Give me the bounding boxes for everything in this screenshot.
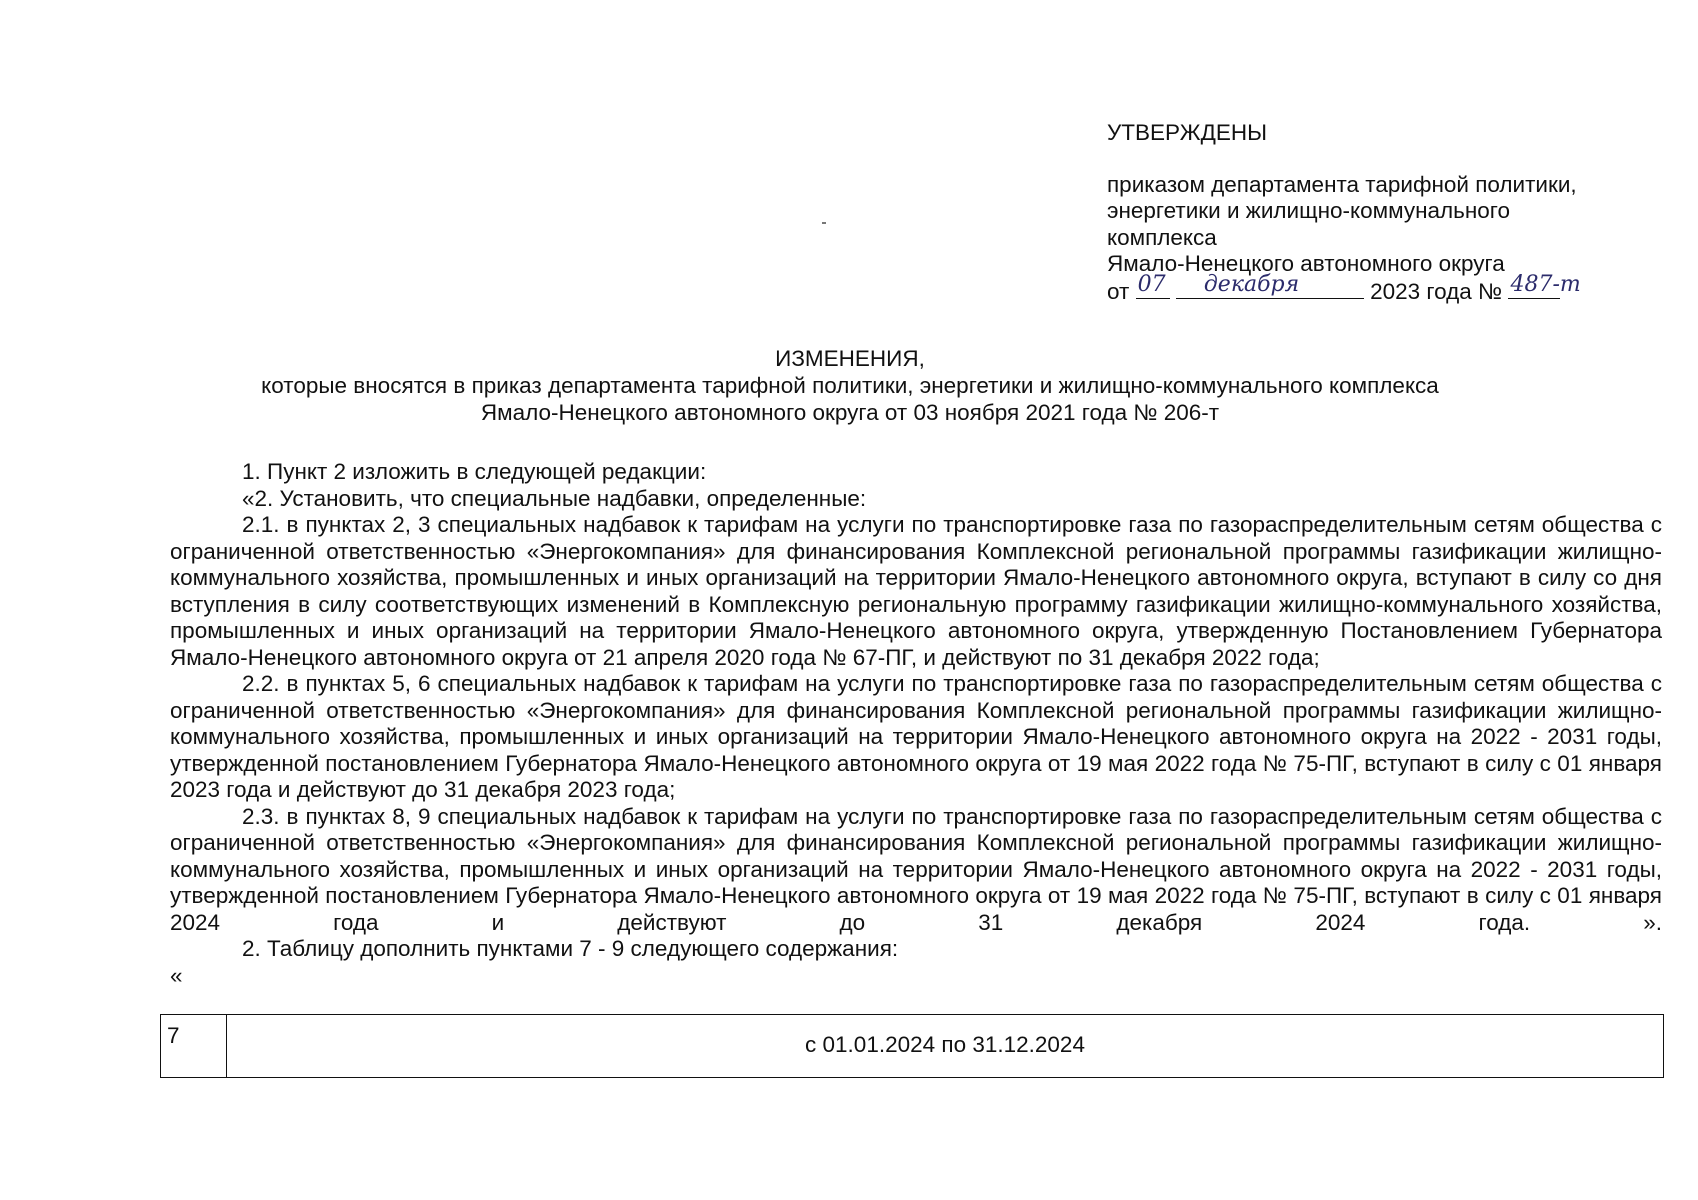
heading-line: Ямало-Ненецкого автономного округа от 03 ноября 2021 года № 206-т bbox=[480, 400, 1220, 425]
number-handwritten: 487-т bbox=[1510, 271, 1581, 297]
table-row-number: 7 bbox=[161, 1015, 227, 1077]
approval-line: Ямало-Ненецкого автономного округа bbox=[1107, 251, 1505, 276]
paragraph: 2. Таблицу дополнить пунктами 7 - 9 следующего содержания: bbox=[242, 936, 899, 961]
month-handwritten: декабря bbox=[1203, 271, 1300, 297]
date-prefix: от bbox=[1107, 278, 1130, 304]
opening-quote: « bbox=[170, 962, 183, 988]
paragraph bbox=[170, 804, 1662, 937]
month-field bbox=[1176, 271, 1364, 306]
heading-title: ИЗМЕНЕНИЯ, bbox=[775, 346, 925, 371]
paragraph: 2.1. в пунктах 2, 3 специальных надбавок к тарифам на услуги по транспортировке газа по газораспределительным сетям общества с ограниченной ответственностью «Энергокомпания» для финансирования Комплексной региональной программы газификации жилищно-коммунального хозяйства, промышленных и иных организаций на территории Ямало-Ненецкого автономного округа, вступают в силу со дня вступления в силу соответствующих изменений в Комплексную региональную программу газификации жилищно-коммунального хозяйства, промышленных и иных организаций на территории Ямало-Ненецкого автономного округа, утвержденную Постановлением Губернатора Ямало-Ненецкого автономного округа от 21 апреля 2020 года № 67-ПГ, и действуют по 31 декабря 2022 года; bbox=[170, 512, 1662, 670]
paragraph: 1. Пункт 2 изложить в следующей редакции: bbox=[242, 459, 707, 484]
approval-date-line bbox=[1107, 271, 1667, 306]
approval-line: приказом департамента тарифной политики, bbox=[1107, 171, 1577, 197]
day-handwritten: 07 bbox=[1137, 271, 1166, 297]
paragraph-text: 2.3. в пунктах 8, 9 специальных надбавок к тарифам на услуги по транспортировке газа по газораспределительным сетям общества с ограниченной ответственностью «Энергокомпания» для финансирования Комплексной региональной программы газификации жилищно-коммунального хозяйства, промышленных и иных организаций на территории Ямало-Ненецкого автономного округа на 2022 - 2031 годы, утвержденной постановлением Губернатора Ямало-Ненецкого автономного округа от 19 мая 2022 года № 75-ПГ, вступают в силу с 01 января 2024 года и действуют до 31 декабря 2024 года. bbox=[170, 803, 1662, 935]
closing-quote: ». bbox=[1643, 909, 1662, 935]
document-body bbox=[170, 459, 1662, 989]
scan-speck bbox=[822, 222, 826, 224]
approval-line: энергетики и жилищно-коммунального bbox=[1107, 198, 1511, 223]
heading-line: которые вносятся в приказ департамента тарифной политики, энергетики и жилищно-коммунального комплекса bbox=[261, 373, 1439, 398]
table-period: с 01.01.2024 по 31.12.2024 bbox=[805, 1031, 1085, 1057]
number-field bbox=[1508, 271, 1581, 306]
approval-block bbox=[1107, 120, 1667, 305]
paragraph: «2. Установить, что специальные надбавки, определенные: bbox=[242, 485, 867, 511]
paragraph: 2.2. в пунктах 5, 6 специальных надбавок к тарифам на услуги по транспортировке газа по газораспределительным сетям общества с ограниченной ответственностью «Энергокомпания» для финансирования Комплексной региональной программы газификации жилищно-коммунального хозяйства, промышленных и иных организаций на территории Ямало-Ненецкого автономного округа на 2022 - 2031 годы, утвержденной постановлением Губернатора Ямало-Ненецкого автономного округа от 19 мая 2022 года № 75-ПГ, вступают в силу с 01 января 2023 года и действуют до 31 декабря 2023 года; bbox=[170, 671, 1662, 802]
day-field bbox=[1136, 271, 1170, 306]
table-fragment bbox=[160, 1014, 1664, 1078]
approval-line: комплекса bbox=[1107, 224, 1217, 250]
approval-label: УТВЕРЖДЕНЫ bbox=[1107, 120, 1267, 145]
year-text: 2023 года № bbox=[1370, 278, 1503, 304]
document-heading bbox=[160, 345, 1540, 426]
